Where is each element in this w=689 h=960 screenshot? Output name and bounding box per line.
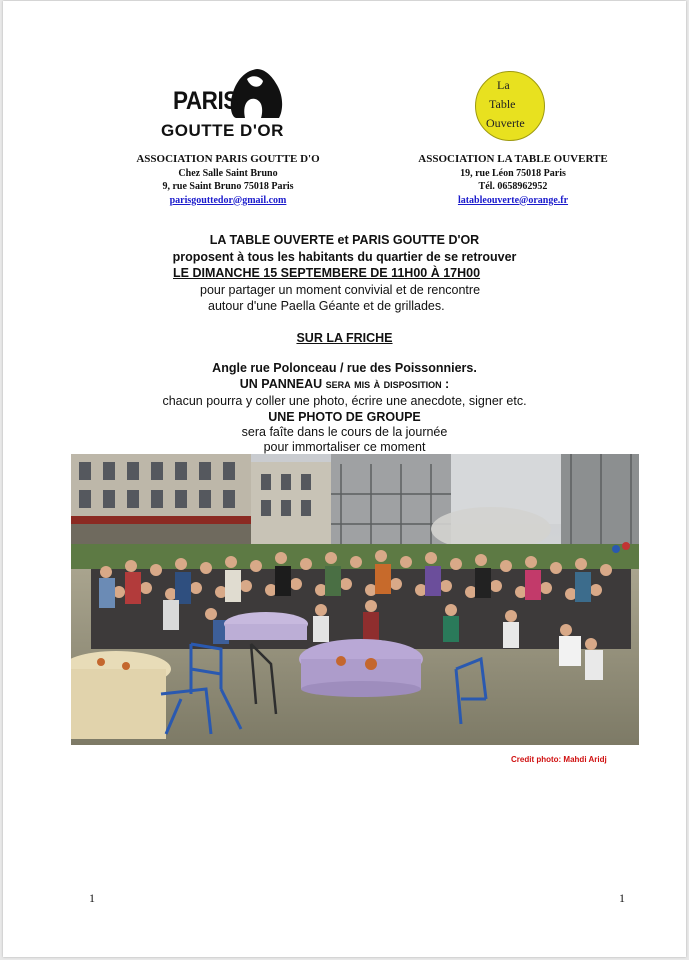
address-line: Angle rue Polonceau / rue des Poissonniers. — [212, 361, 477, 375]
logo-table-line2: Table — [489, 97, 516, 111]
association-right-line2: Tél. 0658962952 — [478, 181, 548, 192]
group-photo-line1: sera faîte dans le cours de la journée — [241, 425, 448, 439]
paris-goutte-dor-logo — [161, 67, 301, 143]
table-ouverte-logo — [475, 71, 545, 141]
group-photo-line2: pour immortaliser ce moment — [263, 440, 426, 454]
association-left-line1: Chez Salle Saint Bruno — [178, 167, 278, 179]
association-right — [388, 153, 638, 207]
association-left-name: ASSOCIATION PARIS GOUTTE D'O — [136, 153, 320, 165]
page-number-right: 1 — [619, 891, 625, 905]
association-left-line2: 9, rue Saint Bruno 75018 Paris — [162, 181, 294, 192]
logo-goutte-dor-text: GOUTTE D'OR — [161, 121, 284, 140]
association-right-line1: 19, rue Léon 75018 Paris — [460, 167, 566, 179]
announcement-line4: pour partager un moment convivial et de rencontre — [200, 283, 481, 297]
association-left — [98, 153, 358, 207]
announcement-date: LE DIMANCHE 15 SEPTEMBERE DE 11H00 À 17H00 — [173, 266, 481, 280]
announcement-line1: LA TABLE OUVERTE et PARIS GOUTTE D'OR — [209, 233, 480, 247]
group-photo-line: UNE PHOTO DE GROUPE — [268, 410, 421, 424]
logo-table-line3: Ouverte — [486, 116, 525, 130]
logo-paris-text: PARIS — [173, 87, 238, 115]
association-left-email-link[interactable]: parisgouttedor@gmail.com — [169, 194, 287, 206]
announcement-line2: proposent à tous les habitants du quartier de se retrouver — [172, 250, 517, 264]
photo-credit: Credit photo: Mahdi Aridj — [511, 755, 607, 764]
panel-line: UN PANNEAU sera mis à disposition : — [239, 377, 450, 391]
place-title: SUR LA FRICHE — [296, 331, 393, 345]
association-right-name: ASSOCIATION LA TABLE OUVERTE — [418, 153, 608, 165]
document-page — [3, 1, 686, 957]
association-right-email-link[interactable]: latableouverte@orange.fr — [457, 194, 569, 206]
announcement-line5: autour d'une Paella Géante et de grillades. — [208, 299, 445, 313]
panel-detail-line: chacun pourra y coller une photo, écrire une anecdote, signer etc. — [162, 394, 527, 408]
page-number-left: 1 — [89, 891, 95, 905]
logo-table-line1: La — [497, 78, 510, 92]
group-photo — [71, 454, 639, 745]
